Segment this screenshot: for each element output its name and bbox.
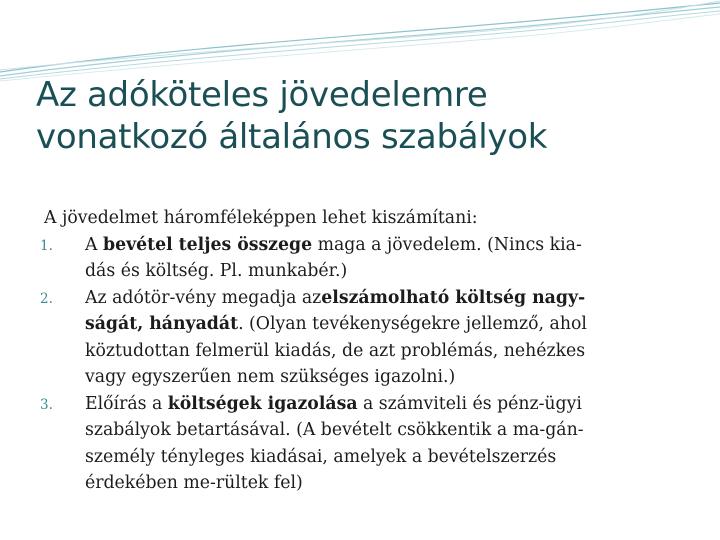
list-item-line: köztudottan felmerül kiadás, de azt problémás, nehézkes [85,340,586,361]
list-number: 2. [40,290,53,307]
text-span: A [85,234,103,255]
slide-title-line-1: Az adóköteles jövedelemre [36,75,488,115]
list-number: 3. [40,396,53,413]
list-item-line [85,311,684,338]
text-span: a számviteli és pénz-ügyi [357,393,582,414]
list-item-3 [40,391,684,497]
text-span: Előírás a [85,393,168,414]
list-item-line: dás és költség. Pl. munkabér.) [85,261,348,281]
intro-text: A jövedelmet háromféleképpen lehet kiszámítani: [44,208,478,228]
bold-term: költségek igazolása [167,393,358,414]
list-number: 1. [40,237,53,254]
list-item-line [85,391,684,418]
list-item-line [85,285,684,312]
list-item-line: vagy egyszerűen nem szükséges igazolni.) [85,367,456,387]
slide-title-line-2: vonatkozó általános szabályok [36,117,548,157]
list-item-line: személy tényleges kiadásai, amelyek a bevételszerzés [85,446,557,467]
bold-term: bevétel teljes összege [102,234,313,255]
bold-term: ságát, hányadát [85,314,239,334]
list-item-line: szabályok betartásával. (A bevételt csökkentik a ma-gán- [85,420,584,440]
method-list [40,232,684,497]
bold-term: elszámolható költség nagy- [321,287,586,308]
list-item-2 [40,285,684,391]
list-item-line: érdekében me-rültek fel) [85,473,303,493]
list-item-1 [40,232,684,285]
slide-title [36,74,696,158]
text-span: . (Olyan tevékenységekre jellemző, ahol [238,314,587,334]
text-span: Az adótör-vény megadja az [85,287,322,308]
list-item-line [85,232,684,259]
text-span: maga a jövedelem. (Nincs kia- [312,234,582,255]
slide-body [40,205,684,497]
